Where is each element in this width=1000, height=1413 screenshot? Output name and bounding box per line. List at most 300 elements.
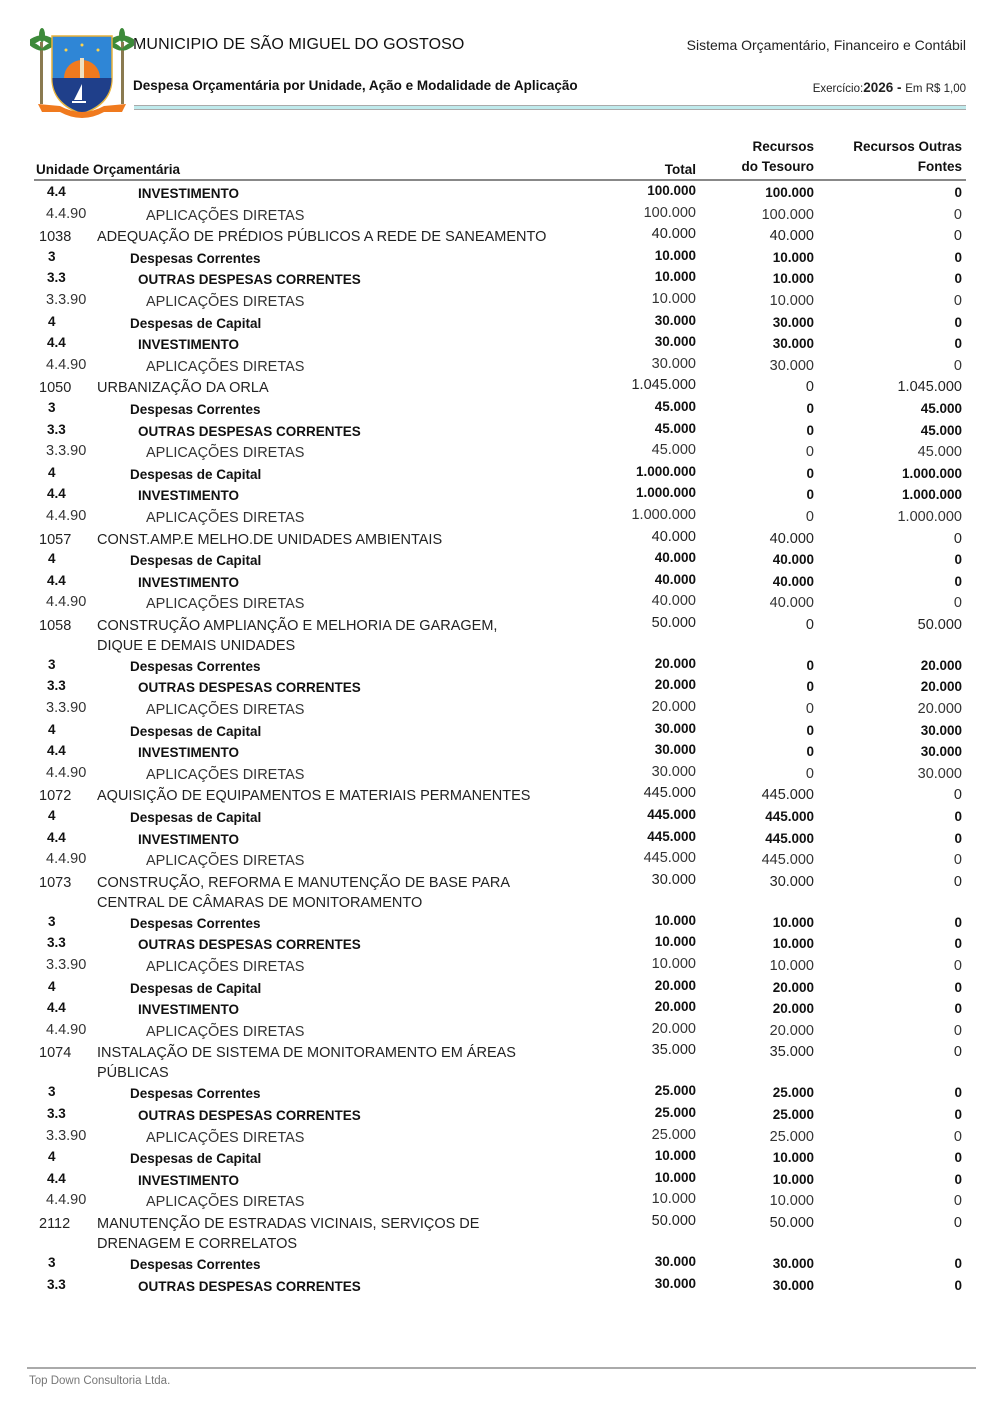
row-recursos-tesouro: 445.000 xyxy=(761,787,814,804)
row-recursos-tesouro: 10.000 xyxy=(769,1193,814,1210)
row-code: 4 xyxy=(48,721,56,737)
row-recursos-tesouro: 30.000 xyxy=(772,314,814,330)
row-total: 20.000 xyxy=(651,699,696,716)
row-code: 3.3.90 xyxy=(46,957,87,973)
row-code: 3.3 xyxy=(47,678,66,694)
row-total: 40.000 xyxy=(654,571,696,587)
row-recursos-tesouro: 0 xyxy=(806,679,814,695)
row-recursos-outras: 20.000 xyxy=(917,701,962,718)
table-row-acao xyxy=(34,785,966,807)
exercise-separator: - xyxy=(893,80,906,95)
row-code: 4.4 xyxy=(47,486,66,502)
row-description: Despesas de Capital xyxy=(130,980,262,996)
table-row-mod xyxy=(34,291,966,313)
column-header-tesouro xyxy=(742,137,815,177)
table-row-grp xyxy=(34,999,966,1021)
row-total: 35.000 xyxy=(651,1042,696,1059)
row-code: 4.4.90 xyxy=(46,356,87,373)
row-recursos-tesouro: 100.000 xyxy=(761,206,814,223)
row-total: 10.000 xyxy=(654,912,696,928)
row-recursos-outras: 1.000.000 xyxy=(901,465,962,481)
row-recursos-outras: 30.000 xyxy=(920,744,962,760)
row-recursos-outras: 0 xyxy=(954,1085,962,1101)
row-description: APLICAÇÕES DIRETAS xyxy=(146,1194,305,1211)
row-recursos-tesouro: 30.000 xyxy=(769,873,814,890)
currency-unit: Em R$ 1,00 xyxy=(905,83,966,95)
exercise-info xyxy=(813,80,966,95)
table-row-grp xyxy=(34,421,966,443)
column-header-outras-line2: Fontes xyxy=(917,159,962,174)
table-row-grp xyxy=(34,1105,966,1127)
row-description: INSTALAÇÃO DE SISTEMA DE MONITORAMENTO EM ÁREAS PÚBLICAS xyxy=(97,1045,516,1082)
row-recursos-outras: 45.000 xyxy=(920,400,962,416)
row-recursos-tesouro: 0 xyxy=(806,465,814,481)
row-recursos-tesouro: 35.000 xyxy=(769,1044,814,1061)
row-recursos-tesouro: 40.000 xyxy=(769,530,814,547)
row-recursos-outras: 1.045.000 xyxy=(897,379,962,396)
row-recursos-outras: 0 xyxy=(954,1106,962,1122)
row-total: 40.000 xyxy=(651,226,696,243)
column-header-tesouro-line2: do Tesouro xyxy=(741,159,814,174)
row-description: INVESTIMENTO xyxy=(138,337,240,353)
row-total: 10.000 xyxy=(654,1169,696,1185)
row-code: 3 xyxy=(48,1084,56,1100)
row-total: 10.000 xyxy=(654,1148,696,1164)
row-recursos-tesouro: 30.000 xyxy=(772,336,814,352)
column-header-outras-line1: Recursos Outras xyxy=(853,139,962,154)
row-total: 30.000 xyxy=(651,871,696,888)
row-recursos-outras: 20.000 xyxy=(920,657,962,673)
row-code: 4.4.90 xyxy=(46,764,87,781)
row-description: APLICAÇÕES DIRETAS xyxy=(146,358,305,375)
row-total: 30.000 xyxy=(651,355,696,372)
row-description: INVESTIMENTO xyxy=(138,745,240,761)
row-recursos-tesouro: 20.000 xyxy=(772,1001,814,1017)
row-code: 4 xyxy=(48,1149,56,1165)
table-row-acao xyxy=(34,377,966,399)
row-description: APLICAÇÕES DIRETAS xyxy=(146,702,305,719)
row-recursos-tesouro: 25.000 xyxy=(769,1128,814,1145)
table-row-mod xyxy=(34,699,966,721)
row-recursos-tesouro: 40.000 xyxy=(769,228,814,245)
table-row-grp xyxy=(34,572,966,594)
row-recursos-outras: 0 xyxy=(954,914,962,930)
row-description: ADEQUAÇÃO DE PRÉDIOS PÚBLICOS A REDE DE SANEAMENTO xyxy=(97,229,547,246)
row-code: 4.4 xyxy=(47,829,66,845)
row-total: 445.000 xyxy=(643,785,696,802)
row-description: OUTRAS DESPESAS CORRENTES xyxy=(138,680,361,696)
row-recursos-outras: 0 xyxy=(954,271,962,287)
row-code: 4.4.90 xyxy=(46,1021,87,1038)
row-recursos-outras: 0 xyxy=(953,228,962,245)
table-row-grp xyxy=(34,183,966,205)
row-recursos-outras: 0 xyxy=(954,1150,962,1166)
row-code: 3 xyxy=(48,248,56,264)
row-recursos-tesouro: 0 xyxy=(805,379,814,396)
row-description: OUTRAS DESPESAS CORRENTES xyxy=(138,1278,361,1294)
row-recursos-tesouro: 0 xyxy=(805,508,814,525)
row-code: 4.4.90 xyxy=(46,1192,87,1209)
row-total: 10.000 xyxy=(654,934,696,950)
row-recursos-outras: 0 xyxy=(953,787,962,804)
row-code: 3.3.90 xyxy=(46,443,87,460)
row-description: Despesas Correntes xyxy=(130,250,261,266)
row-total: 40.000 xyxy=(651,528,696,545)
row-recursos-outras: 1.000.000 xyxy=(897,508,962,525)
row-recursos-tesouro: 445.000 xyxy=(761,852,814,869)
row-recursos-tesouro: 0 xyxy=(805,765,814,782)
table-row-acao xyxy=(34,1213,966,1254)
row-total: 445.000 xyxy=(647,807,696,823)
row-description: APLICAÇÕES DIRETAS xyxy=(146,1129,305,1146)
row-description: INVESTIMENTO xyxy=(138,574,240,590)
table-row-mod xyxy=(34,1127,966,1149)
table-row-grp xyxy=(34,742,966,764)
row-code: 3.3 xyxy=(47,935,66,951)
row-recursos-tesouro: 50.000 xyxy=(769,1214,814,1231)
row-recursos-tesouro: 30.000 xyxy=(769,357,814,374)
row-recursos-tesouro: 25.000 xyxy=(772,1106,814,1122)
row-code: 3.3 xyxy=(47,270,66,286)
row-recursos-outras: 0 xyxy=(953,1193,962,1210)
row-description: CONSTRUÇÃO AMPLIANÇÃO E MELHORIA DE GARAGEM, DIQUE E DEMAIS UNIDADES xyxy=(97,617,498,654)
row-recursos-tesouro: 25.000 xyxy=(772,1085,814,1101)
row-recursos-outras: 0 xyxy=(953,595,962,612)
coat-of-arms-icon xyxy=(30,26,134,122)
row-code: 3.3.90 xyxy=(46,1127,87,1144)
row-total: 20.000 xyxy=(654,999,696,1015)
row-recursos-outras: 0 xyxy=(954,573,962,589)
row-description: Despesas Correntes xyxy=(130,1256,261,1272)
row-code: 1057 xyxy=(39,531,72,548)
row-recursos-tesouro: 10.000 xyxy=(772,1150,814,1166)
table-row-cat xyxy=(34,464,966,486)
table-row-mod xyxy=(34,764,966,786)
row-code: 4.4.90 xyxy=(46,594,87,611)
row-recursos-outras: 0 xyxy=(953,958,962,974)
row-code: 4.4 xyxy=(47,572,66,588)
row-code: 4.4.90 xyxy=(46,507,87,524)
row-recursos-outras: 0 xyxy=(954,1255,962,1271)
row-total: 10.000 xyxy=(651,1191,696,1208)
table-row-acao xyxy=(34,226,966,248)
table-row-grp xyxy=(34,829,966,851)
row-total: 30.000 xyxy=(654,1253,696,1269)
row-recursos-tesouro: 0 xyxy=(806,744,814,760)
row-code: 3 xyxy=(48,399,56,415)
row-description: INVESTIMENTO xyxy=(138,488,240,504)
row-description: Despesas Correntes xyxy=(130,1086,261,1102)
row-description: URBANIZAÇÃO DA ORLA xyxy=(97,380,269,397)
table-row-mod xyxy=(34,507,966,529)
header-divider xyxy=(134,105,966,110)
table-row-acao xyxy=(34,872,966,913)
row-total: 1.000.000 xyxy=(631,506,696,523)
row-recursos-outras: 0 xyxy=(953,1022,962,1039)
row-total: 445.000 xyxy=(647,828,696,844)
row-total: 50.000 xyxy=(651,614,696,631)
row-recursos-outras: 0 xyxy=(953,852,962,869)
row-recursos-outras: 0 xyxy=(954,336,962,352)
row-description: APLICAÇÕES DIRETAS xyxy=(146,1023,305,1040)
row-code: 4 xyxy=(48,313,56,329)
row-recursos-tesouro: 100.000 xyxy=(765,185,814,200)
row-code: 3.3.90 xyxy=(46,700,87,717)
row-total: 20.000 xyxy=(654,655,696,671)
table-row-grp xyxy=(34,269,966,291)
row-recursos-tesouro: 445.000 xyxy=(765,830,814,846)
row-total: 25.000 xyxy=(654,1083,696,1099)
row-code: 3.3 xyxy=(47,421,66,437)
row-recursos-outras: 1.000.000 xyxy=(901,487,962,503)
row-code: 4 xyxy=(48,978,56,994)
row-total: 45.000 xyxy=(654,398,696,414)
row-total: 20.000 xyxy=(651,1020,696,1037)
municipality-coat-of-arms-logo xyxy=(30,26,134,122)
row-total: 40.000 xyxy=(651,593,696,610)
row-recursos-tesouro: 10.000 xyxy=(769,958,814,974)
row-recursos-outras: 0 xyxy=(954,1277,962,1293)
table-row-cat xyxy=(34,1083,966,1105)
row-description: Despesas de Capital xyxy=(130,553,262,569)
row-total: 25.000 xyxy=(651,1126,696,1143)
row-description: Despesas de Capital xyxy=(130,723,262,739)
row-recursos-tesouro: 30.000 xyxy=(772,1255,814,1271)
row-total: 20.000 xyxy=(654,977,696,993)
row-recursos-outras: 0 xyxy=(954,979,962,995)
row-description: APLICAÇÕES DIRETAS xyxy=(146,959,305,975)
row-code: 3.3.90 xyxy=(46,291,87,308)
row-recursos-tesouro: 30.000 xyxy=(772,1277,814,1293)
table-row-mod xyxy=(34,356,966,378)
row-total: 30.000 xyxy=(654,334,696,350)
row-description: APLICAÇÕES DIRETAS xyxy=(146,766,305,783)
table-row-mod xyxy=(34,593,966,615)
table-row-grp xyxy=(34,677,966,699)
row-code: 4.4 xyxy=(47,1000,66,1016)
row-description: OUTRAS DESPESAS CORRENTES xyxy=(138,423,361,439)
table-row-cat xyxy=(34,313,966,335)
exercise-label: Exercício: xyxy=(812,83,864,95)
row-code: 4.4.90 xyxy=(46,205,87,222)
row-description: APLICAÇÕES DIRETAS xyxy=(146,853,305,870)
row-recursos-outras: 0 xyxy=(953,1214,962,1231)
row-recursos-tesouro: 10.000 xyxy=(772,1171,814,1187)
table-row-acao xyxy=(34,1042,966,1083)
row-description: APLICAÇÕES DIRETAS xyxy=(146,509,305,526)
table-row-cat xyxy=(34,1254,966,1276)
row-total: 45.000 xyxy=(654,420,696,436)
row-recursos-tesouro: 0 xyxy=(806,400,814,416)
row-code: 3.3 xyxy=(47,1105,66,1121)
row-description: OUTRAS DESPESAS CORRENTES xyxy=(138,1107,361,1123)
row-total: 30.000 xyxy=(654,742,696,758)
row-recursos-tesouro: 445.000 xyxy=(765,809,814,825)
row-code: 3 xyxy=(48,1254,56,1270)
row-code: 4 xyxy=(48,808,56,824)
row-total: 10.000 xyxy=(651,290,696,307)
row-total: 100.000 xyxy=(643,204,696,221)
row-recursos-outras: 45.000 xyxy=(920,422,962,438)
table-row-cat xyxy=(34,978,966,1000)
table-row-mod xyxy=(34,1021,966,1043)
row-total: 40.000 xyxy=(654,550,696,566)
table-row-mod xyxy=(34,850,966,872)
row-description: APLICAÇÕES DIRETAS xyxy=(146,596,305,613)
row-total: 1.045.000 xyxy=(631,377,696,394)
table-row-acao xyxy=(34,529,966,551)
row-code: 3 xyxy=(48,656,56,672)
footer-divider xyxy=(27,1367,976,1369)
row-code: 4.4 xyxy=(47,1170,66,1186)
row-recursos-outras: 0 xyxy=(954,830,962,846)
row-code: 1074 xyxy=(39,1045,72,1062)
report-title: Despesa Orçamentária por Unidade, Ação e Modalidade de Aplicação xyxy=(133,78,578,93)
row-code: 4.4 xyxy=(47,743,66,759)
row-description: Despesas de Capital xyxy=(130,466,262,482)
row-recursos-outras: 0 xyxy=(954,809,962,825)
table-row-cat xyxy=(34,721,966,743)
footer-company: Top Down Consultoria Ltda. xyxy=(29,1375,171,1387)
column-header-outras xyxy=(853,137,962,177)
row-code: 3.3 xyxy=(47,1276,66,1292)
row-total: 100.000 xyxy=(647,183,696,198)
row-recursos-outras: 30.000 xyxy=(920,722,962,738)
row-recursos-outras: 50.000 xyxy=(917,616,962,633)
row-description: APLICAÇÕES DIRETAS xyxy=(146,445,305,462)
row-description: AQUISIÇÃO DE EQUIPAMENTOS E MATERIAIS PERMANENTES xyxy=(97,788,531,805)
table-row-grp xyxy=(34,1276,966,1298)
row-recursos-outras: 0 xyxy=(954,936,962,952)
row-recursos-outras: 0 xyxy=(954,314,962,330)
row-recursos-tesouro: 20.000 xyxy=(769,1022,814,1039)
row-recursos-outras: 30.000 xyxy=(917,765,962,782)
table-row-cat xyxy=(34,656,966,678)
table-row-grp xyxy=(34,334,966,356)
table-row-grp xyxy=(34,1170,966,1192)
table-row-grp xyxy=(34,934,966,956)
row-recursos-outras: 20.000 xyxy=(920,679,962,695)
exercise-year: 2026 xyxy=(863,80,894,95)
row-recursos-outras: 0 xyxy=(954,249,962,265)
municipality-name: MUNICIPIO DE SÃO MIGUEL DO GOSTOSO xyxy=(133,36,465,53)
row-description: Despesas de Capital xyxy=(130,315,262,331)
column-header-total: Total xyxy=(664,162,696,177)
row-recursos-tesouro: 40.000 xyxy=(772,552,814,568)
row-recursos-outras: 0 xyxy=(954,552,962,568)
row-total: 1.000.000 xyxy=(635,485,696,501)
row-description: CONSTRUÇÃO, REFORMA E MANUTENÇÃO DE BASE PARA CENTRAL DE CÂMARAS DE MONITORAMENTO xyxy=(97,874,510,911)
row-description: OUTRAS DESPESAS CORRENTES xyxy=(138,937,361,953)
row-total: 30.000 xyxy=(654,1275,696,1291)
row-description: CONST.AMP.E MELHO.DE UNIDADES AMBIENTAIS xyxy=(97,531,443,548)
table-row-cat xyxy=(34,550,966,572)
row-total: 30.000 xyxy=(651,763,696,780)
row-recursos-tesouro: 10.000 xyxy=(772,249,814,265)
row-code: 1058 xyxy=(39,617,72,634)
row-description: Despesas Correntes xyxy=(130,401,261,417)
row-recursos-tesouro: 0 xyxy=(805,444,814,461)
row-code: 4 xyxy=(48,551,56,567)
row-recursos-tesouro: 0 xyxy=(806,487,814,503)
system-name: Sistema Orçamentário, Financeiro e Contábil xyxy=(686,37,966,53)
row-total: 20.000 xyxy=(654,677,696,693)
table-body xyxy=(34,183,966,1297)
row-recursos-outras: 0 xyxy=(954,1001,962,1017)
table-row-cat xyxy=(34,248,966,270)
row-code: 1072 xyxy=(39,788,72,805)
table-row-mod xyxy=(34,205,966,227)
table-header xyxy=(34,138,966,181)
row-description: Despesas de Capital xyxy=(130,810,262,826)
table-row-cat xyxy=(34,807,966,829)
row-recursos-tesouro: 0 xyxy=(806,657,814,673)
row-code: 3 xyxy=(48,913,56,929)
row-recursos-outras: 0 xyxy=(953,292,962,309)
row-total: 10.000 xyxy=(651,956,696,972)
row-recursos-tesouro: 0 xyxy=(806,422,814,438)
row-recursos-outras: 0 xyxy=(953,206,962,223)
row-recursos-tesouro: 10.000 xyxy=(772,914,814,930)
row-total: 10.000 xyxy=(654,247,696,263)
row-recursos-outras: 0 xyxy=(953,1044,962,1061)
row-recursos-tesouro: 0 xyxy=(805,616,814,633)
row-description: Despesas de Capital xyxy=(130,1151,262,1167)
row-code: 2112 xyxy=(39,1215,71,1232)
row-recursos-tesouro: 20.000 xyxy=(772,979,814,995)
row-total: 45.000 xyxy=(651,442,696,459)
table-row-cat xyxy=(34,1148,966,1170)
row-description: APLICAÇÕES DIRETAS xyxy=(146,293,305,310)
row-recursos-outras: 0 xyxy=(953,357,962,374)
row-recursos-outras: 45.000 xyxy=(917,444,962,461)
row-description: OUTRAS DESPESAS CORRENTES xyxy=(138,272,361,288)
row-code: 1050 xyxy=(39,380,72,397)
row-code: 4.4 xyxy=(47,335,66,351)
row-recursos-tesouro: 0 xyxy=(805,701,814,718)
row-recursos-outras: 0 xyxy=(953,1128,962,1145)
table-row-acao xyxy=(34,615,966,656)
table-row-grp xyxy=(34,485,966,507)
row-recursos-outras: 0 xyxy=(954,1171,962,1187)
table-row-cat xyxy=(34,913,966,935)
row-code: 4.4.90 xyxy=(46,851,87,868)
row-total: 10.000 xyxy=(654,269,696,285)
table-row-mod xyxy=(34,1191,966,1213)
table-row-mod xyxy=(34,442,966,464)
row-recursos-tesouro: 40.000 xyxy=(769,595,814,612)
row-recursos-outras: 0 xyxy=(953,873,962,890)
row-description: INVESTIMENTO xyxy=(138,831,240,847)
row-total: 30.000 xyxy=(654,720,696,736)
row-description: APLICAÇÕES DIRETAS xyxy=(146,207,305,224)
column-header-unit: Unidade Orçamentária xyxy=(36,162,181,177)
row-total: 50.000 xyxy=(651,1212,696,1229)
row-total: 25.000 xyxy=(654,1104,696,1120)
row-description: INVESTIMENTO xyxy=(138,1002,240,1018)
table-row-mod xyxy=(34,956,966,978)
row-code: 4.4 xyxy=(47,184,66,199)
row-description: Despesas Correntes xyxy=(130,658,261,674)
table-row-cat xyxy=(34,399,966,421)
row-code: 4 xyxy=(48,464,56,480)
row-recursos-tesouro: 10.000 xyxy=(772,271,814,287)
row-description: INVESTIMENTO xyxy=(138,1172,240,1188)
column-header-tesouro-line1: Recursos xyxy=(752,139,814,154)
row-code: 1073 xyxy=(39,874,72,891)
row-description: Despesas Correntes xyxy=(130,915,261,931)
row-recursos-outras: 0 xyxy=(953,530,962,547)
